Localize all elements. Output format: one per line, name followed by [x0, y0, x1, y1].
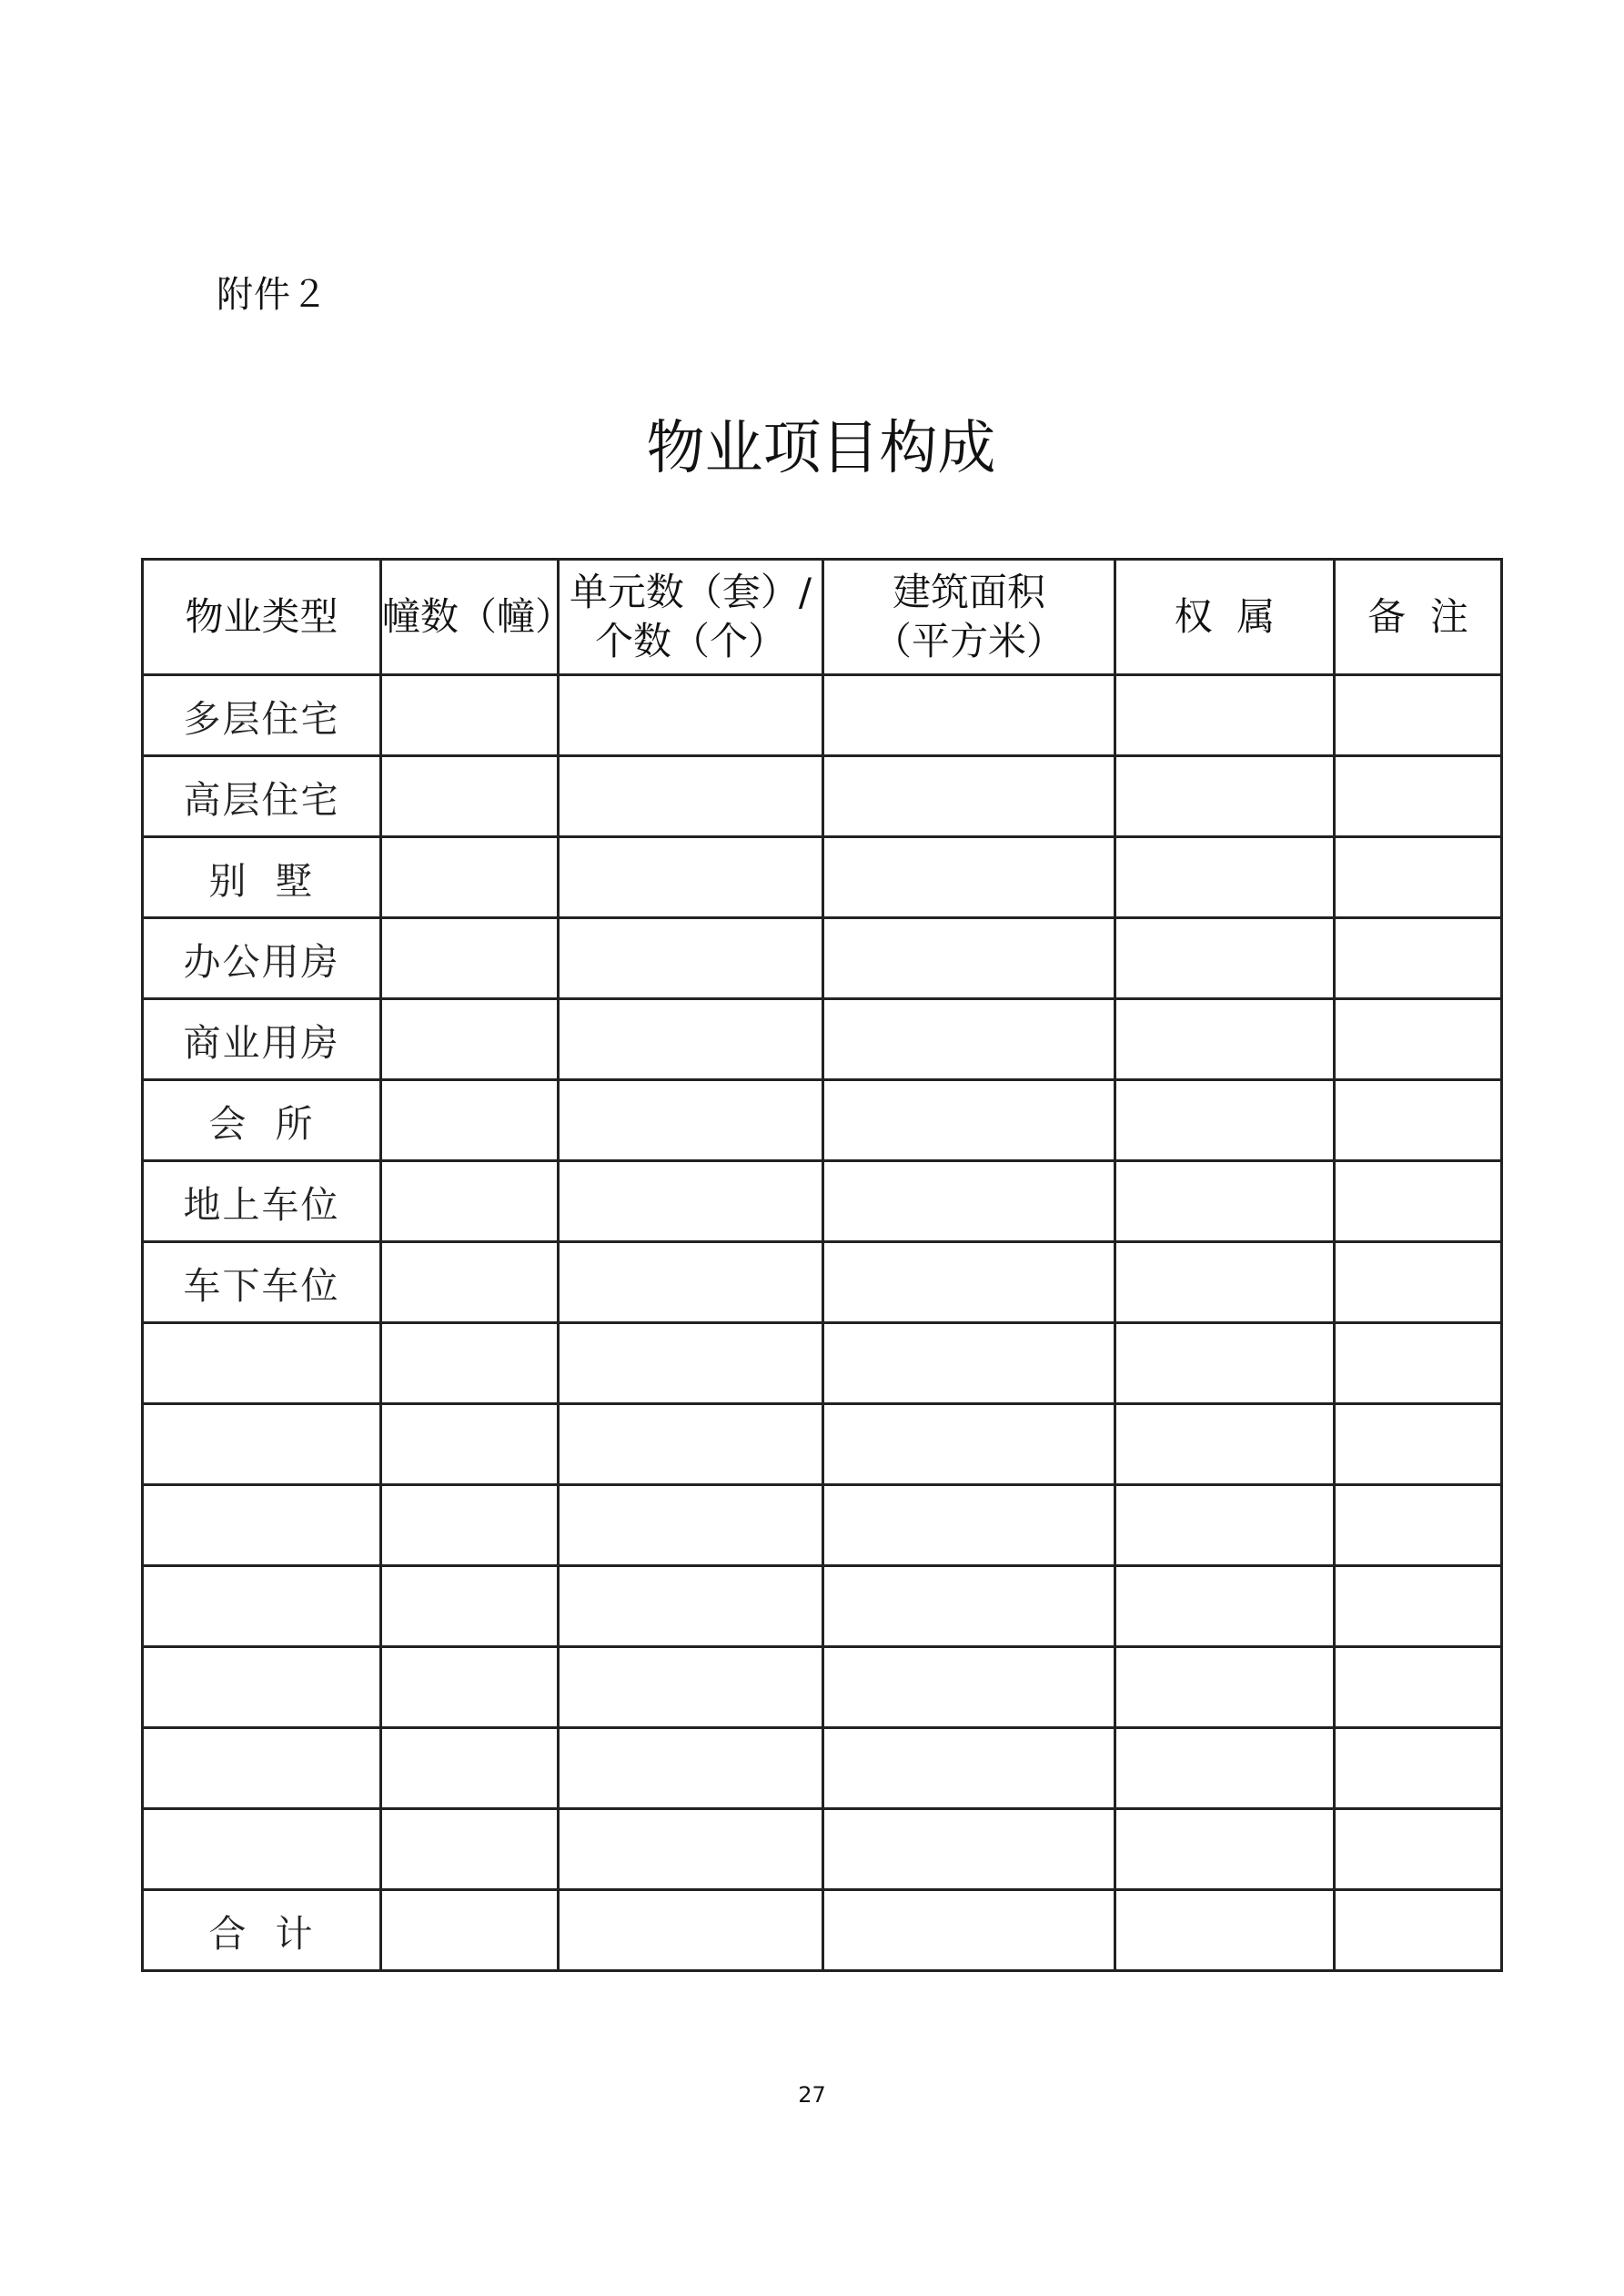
- table-input-cell[interactable]: [381, 1809, 559, 1890]
- table-input-cell[interactable]: [1335, 1161, 1502, 1242]
- row-label: 高层住宅: [183, 777, 340, 822]
- table-input-cell[interactable]: [1335, 1728, 1502, 1809]
- table-input-cell[interactable]: [1335, 756, 1502, 837]
- table-input-cell[interactable]: [1115, 1404, 1335, 1485]
- table-input-cell[interactable]: [559, 1404, 823, 1485]
- table-input-cell[interactable]: [381, 1080, 559, 1161]
- table-input-cell[interactable]: [1115, 1485, 1335, 1566]
- row-label: 车下车位: [183, 1263, 340, 1308]
- row-label-cell: [143, 1890, 381, 1971]
- row-label-cell: [143, 1323, 381, 1404]
- table-input-cell[interactable]: [559, 837, 823, 918]
- table-input-cell[interactable]: [823, 1242, 1115, 1323]
- table-row: [143, 1242, 1502, 1323]
- row-label-cell: [143, 999, 381, 1080]
- row-label: 会 所: [208, 1101, 315, 1146]
- row-label-cell: [143, 1647, 381, 1728]
- table-input-cell[interactable]: [823, 756, 1115, 837]
- table-input-cell[interactable]: [381, 918, 559, 999]
- table-row: [143, 756, 1502, 837]
- table-input-cell[interactable]: [381, 837, 559, 918]
- table-input-cell[interactable]: [1115, 1647, 1335, 1728]
- table-input-cell[interactable]: [823, 1485, 1115, 1566]
- table-input-cell[interactable]: [381, 999, 559, 1080]
- table-input-cell[interactable]: [559, 675, 823, 756]
- row-label-cell: [143, 1566, 381, 1647]
- table-input-cell[interactable]: [1115, 1323, 1335, 1404]
- table-input-cell[interactable]: [559, 1647, 823, 1728]
- table-input-cell[interactable]: [1335, 1566, 1502, 1647]
- table-input-cell[interactable]: [1115, 675, 1335, 756]
- table-input-cell[interactable]: [1335, 1647, 1502, 1728]
- table-row: [143, 1890, 1502, 1971]
- table-input-cell[interactable]: [823, 1647, 1115, 1728]
- table-row: [143, 1809, 1502, 1890]
- table-input-cell[interactable]: [1335, 1404, 1502, 1485]
- table-input-cell[interactable]: [1335, 675, 1502, 756]
- header-remarks: 备 注: [1335, 560, 1502, 675]
- row-label-cell: [143, 837, 381, 918]
- header-ownership: 权 属: [1115, 560, 1335, 675]
- table-row: [143, 1323, 1502, 1404]
- row-label-cell: [143, 1080, 381, 1161]
- table-input-cell[interactable]: [1115, 756, 1335, 837]
- table-input-cell[interactable]: [1115, 837, 1335, 918]
- row-label-cell: [143, 918, 381, 999]
- row-label: 办公用房: [183, 939, 340, 984]
- header-building-count: 幢数（幢）: [381, 560, 559, 675]
- table-input-cell[interactable]: [823, 675, 1115, 756]
- page-title-text: 物业项目构成: [646, 415, 996, 482]
- row-label-cell: [143, 1728, 381, 1809]
- table-input-cell[interactable]: [381, 1404, 559, 1485]
- table-row: [143, 837, 1502, 918]
- table-row: [143, 999, 1502, 1080]
- table-input-cell[interactable]: [559, 1566, 823, 1647]
- row-label-cell: [143, 1161, 381, 1242]
- table-input-cell[interactable]: [559, 999, 823, 1080]
- table-input-cell[interactable]: [559, 1809, 823, 1890]
- table-input-cell[interactable]: [823, 1161, 1115, 1242]
- table-row: [143, 1080, 1502, 1161]
- property-composition-table: [141, 558, 1503, 1972]
- header-unit-count: 单元数（套）/ 个数（个）: [559, 560, 823, 675]
- table-input-cell[interactable]: [559, 918, 823, 999]
- table-input-cell[interactable]: [1115, 1809, 1335, 1890]
- table-input-cell[interactable]: [823, 918, 1115, 999]
- table-input-cell[interactable]: [1115, 1080, 1335, 1161]
- table-input-cell[interactable]: [381, 1161, 559, 1242]
- row-label-cell: [143, 756, 381, 837]
- table-input-cell[interactable]: [1335, 1080, 1502, 1161]
- table-input-cell[interactable]: [559, 1242, 823, 1323]
- table-input-cell[interactable]: [559, 1161, 823, 1242]
- table-input-cell[interactable]: [1335, 837, 1502, 918]
- table-input-cell[interactable]: [823, 999, 1115, 1080]
- table-row: [143, 918, 1502, 999]
- row-label-cell: [143, 1485, 381, 1566]
- table-row: [143, 1485, 1502, 1566]
- table-input-cell[interactable]: [381, 756, 559, 837]
- table-input-cell[interactable]: [823, 837, 1115, 918]
- table-input-cell[interactable]: [559, 1080, 823, 1161]
- table-input-cell[interactable]: [823, 1890, 1115, 1971]
- row-label-cell: [143, 1809, 381, 1890]
- table-input-cell[interactable]: [823, 1080, 1115, 1161]
- table-input-cell[interactable]: [381, 1242, 559, 1323]
- table-input-cell[interactable]: [1335, 1809, 1502, 1890]
- table-input-cell[interactable]: [1335, 1485, 1502, 1566]
- row-label-cell: [143, 675, 381, 756]
- table-input-cell[interactable]: [559, 1485, 823, 1566]
- table-input-cell[interactable]: [559, 756, 823, 837]
- row-label: 合 计: [208, 1911, 315, 1956]
- table-input-cell[interactable]: [559, 1890, 823, 1971]
- row-label: 地上车位: [183, 1182, 340, 1227]
- table-input-cell[interactable]: [381, 675, 559, 756]
- table-input-cell[interactable]: [381, 1647, 559, 1728]
- table-input-cell[interactable]: [381, 1566, 559, 1647]
- table-input-cell[interactable]: [1115, 918, 1335, 999]
- table-input-cell[interactable]: [1335, 1242, 1502, 1323]
- row-label: 多层住宅: [183, 696, 340, 741]
- table-input-cell[interactable]: [381, 1890, 559, 1971]
- table-row: [143, 1404, 1502, 1485]
- table-input-cell[interactable]: [1335, 1323, 1502, 1404]
- row-label-cell: [143, 1242, 381, 1323]
- row-label: 别 墅: [208, 858, 315, 903]
- header-property-type: 物业类型: [143, 560, 381, 675]
- table-input-cell[interactable]: [1115, 999, 1335, 1080]
- table-input-cell[interactable]: [1335, 1890, 1502, 1971]
- header-floor-area: 建筑面积 （平方米）: [823, 560, 1115, 675]
- attachment-label: 附件２: [217, 274, 328, 316]
- table-input-cell[interactable]: [381, 1323, 559, 1404]
- table-input-cell[interactable]: [823, 1566, 1115, 1647]
- table-input-cell[interactable]: [381, 1728, 559, 1809]
- page-title: [0, 408, 1624, 490]
- table-input-cell[interactable]: [1115, 1728, 1335, 1809]
- table-input-cell[interactable]: [1115, 1242, 1335, 1323]
- table-input-cell[interactable]: [823, 1323, 1115, 1404]
- table-row: [143, 1566, 1502, 1647]
- table-header-row: [143, 560, 1502, 675]
- table-input-cell[interactable]: [823, 1809, 1115, 1890]
- table-input-cell[interactable]: [559, 1323, 823, 1404]
- table-row: [143, 1728, 1502, 1809]
- table-input-cell[interactable]: [1115, 1566, 1335, 1647]
- table-input-cell[interactable]: [1115, 1890, 1335, 1971]
- row-label-cell: [143, 1404, 381, 1485]
- row-label: 商业用房: [183, 1020, 340, 1065]
- table-input-cell[interactable]: [823, 1728, 1115, 1809]
- table-input-cell[interactable]: [1335, 918, 1502, 999]
- table-input-cell[interactable]: [823, 1404, 1115, 1485]
- table-row: [143, 1647, 1502, 1728]
- table-input-cell[interactable]: [559, 1728, 823, 1809]
- table-input-cell[interactable]: [1335, 999, 1502, 1080]
- table-row: [143, 1161, 1502, 1242]
- page-number: 27: [798, 2082, 826, 2108]
- table-input-cell[interactable]: [381, 1485, 559, 1566]
- table-input-cell[interactable]: [1115, 1161, 1335, 1242]
- table-row: [143, 675, 1502, 756]
